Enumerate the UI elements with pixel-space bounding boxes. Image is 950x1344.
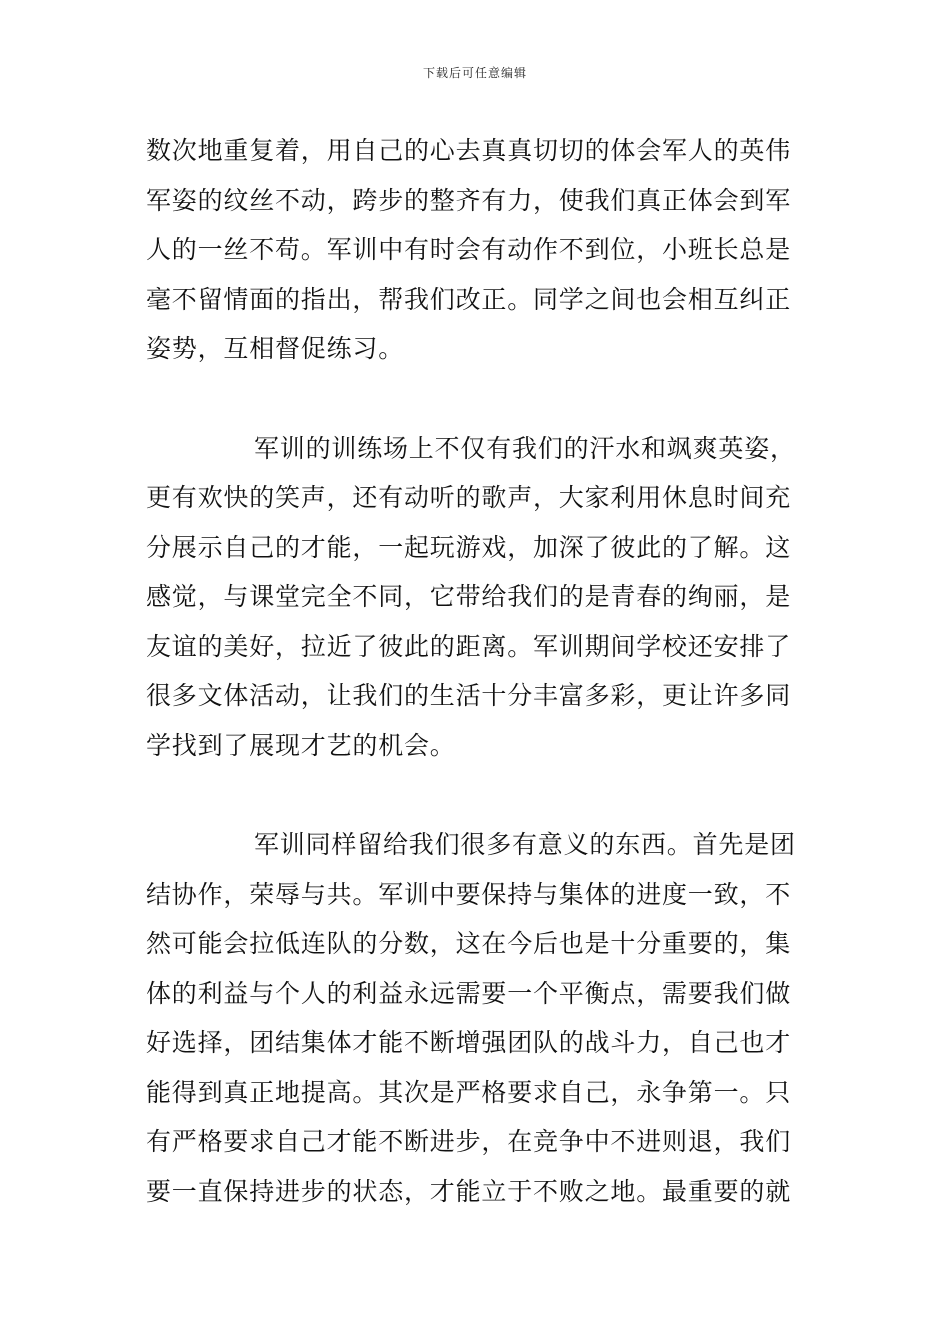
text-line: 感觉，与课堂完全不同，它带给我们的是青春的绚丽，是 xyxy=(146,582,792,611)
paragraph-2 xyxy=(146,424,806,771)
text-line: 毫不留情面的指出，帮我们改正。同学之间也会相互纠正 xyxy=(146,284,792,314)
text-line: 姿势，互相督促练习。 xyxy=(146,334,405,363)
text-line: 军姿的纹丝不动，跨步的整齐有力，使我们真正体会到军 xyxy=(146,185,792,215)
text-line: 能得到真正地提高。其次是严格要求自己，永争第一。只 xyxy=(146,1077,792,1107)
text-line: 人的一丝不苟。军训中有时会有动作不到位，小班长总是 xyxy=(146,235,792,264)
text-line: 体的利益与个人的利益永远需要一个平衡点，需要我们做 xyxy=(146,978,792,1008)
text-line: 很多文体活动，让我们的生活十分丰富多彩，更让许多同 xyxy=(146,681,792,710)
paragraph-gap xyxy=(146,374,806,424)
text-line: 军训同样留给我们很多有意义的东西。首先是团 xyxy=(254,830,796,859)
document-body xyxy=(146,126,806,1216)
text-line: 要一直保持进步的状态，才能立于不败之地。最重要的就 xyxy=(146,1176,792,1206)
text-line: 分展示自己的才能，一起玩游戏，加深了彼此的了解。这 xyxy=(146,532,792,562)
text-line: 友谊的美好，拉近了彼此的距离。军训期间学校还安排了 xyxy=(146,631,792,661)
page-header: 下载后可任意编辑 xyxy=(422,66,527,80)
text-line: 结协作，荣辱与共。军训中要保持与集体的进度一致，不 xyxy=(146,879,792,909)
paragraph-gap xyxy=(146,770,806,820)
text-line: 然可能会拉低连队的分数，这在今后也是十分重要的，集 xyxy=(146,929,792,958)
text-line: 更有欢快的笑声，还有动听的歌声，大家利用休息时间充 xyxy=(146,483,792,512)
text-line: 有严格要求自己才能不断进步，在竞争中不进则退，我们 xyxy=(146,1127,792,1156)
text-line: 军训的训练场上不仅有我们的汗水和飒爽英姿， xyxy=(254,433,796,463)
text-line: 好选择，团结集体才能不断增强团队的战斗力，自己也才 xyxy=(146,1028,792,1057)
text-line: 数次地重复着，用自己的心去真真切切的体会军人的英伟 xyxy=(146,136,792,165)
paragraph-1 xyxy=(146,126,806,374)
paragraph-3 xyxy=(146,820,806,1216)
text-line: 学找到了展现才艺的机会。 xyxy=(146,730,456,760)
